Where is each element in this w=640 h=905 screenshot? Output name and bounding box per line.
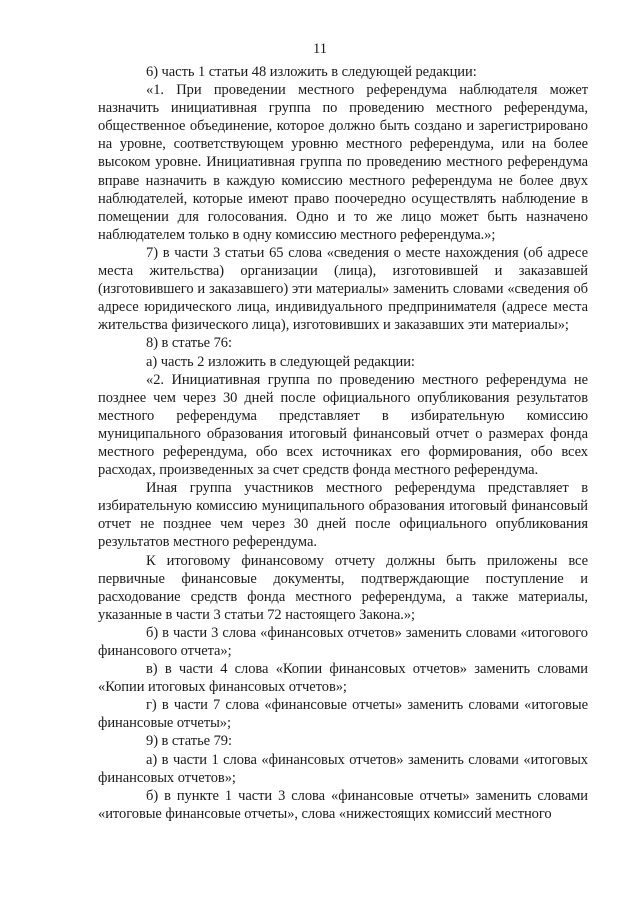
paragraph: г) в части 7 слова «финансовые отчеты» заменить словами «итоговые финансовые отчеты»;	[98, 697, 588, 732]
paragraph: «2. Инициативная группа по проведению местного референдума не позднее чем через 30 дней после официального опубликования результатов местного референдума представляет в избирательную комиссию муниципального образования итоговый финансовый отчет о размерах фонда местного референдума, обо всех источниках его формирования, обо всех расходах, произведенных за счет средств фонда местного референдума.	[98, 371, 588, 479]
body-text	[98, 63, 588, 823]
paragraph: Иная группа участников местного референдума представляет в избирательную комиссию муниципального образования итоговый финансовый отчет не позднее чем через 30 дней после официального опубликования результатов местного референдума.	[98, 480, 588, 551]
paragraph: 9) в статье 79:	[146, 733, 232, 750]
paragraph: К итоговому финансовому отчету должны быть приложены все первичные финансовые документы, подтверждающие поступление и расходование средств фонда местного референдума, а также материалы, указанные в части 3 статьи 72 настоящего Закона.»;	[98, 552, 588, 623]
paragraph: а) в части 1 слова «финансовых отчетов» заменить словами «итоговых финансовых отчетов»;	[98, 751, 588, 786]
paragraph: б) в части 3 слова «финансовых отчетов» заменить словами «итогового финансового отчета»;	[98, 624, 588, 659]
paragraph: а) часть 2 изложить в следующей редакции:	[146, 353, 415, 370]
paragraph: в) в части 4 слова «Копии финансовых отчетов» заменить словами «Копии итоговых финансовых отчетов»;	[98, 661, 588, 696]
paragraph: 7) в части 3 статьи 65 слова «сведения о месте нахождения (об адресе места жительства) организации (лица), изготовившей и заказавшей (изготовившего и заказавшего) эти материалы» заменить словами «сведения об адресе юридического лица, индивидуального предпринимателя (адресе места жительства физического лица), изготовивших и заказавших эти материалы»;	[98, 244, 588, 334]
page-number: 11	[313, 41, 327, 57]
paragraph: б) в пункте 1 части 3 слова «финансовые отчеты» заменить словами «итоговые финансовые отчеты», слова «нижестоящих комиссий местного	[98, 787, 588, 822]
paragraph: 6) часть 1 статьи 48 изложить в следующей редакции:	[146, 64, 477, 80]
paragraph: «1. При проведении местного референдума наблюдателя может назначить инициативная группа по проведению местного референдума, общественное объединение, которое должно быть создано и зарегистрировано на уровне, соответствующем уровню местного референдума, или на более высоком уровне. Инициативная группа по проведению местного референдума вправе назначить в каждую комиссию местного референдума не более двух наблюдателей, которые имеют право поочередно осуществлять наблюдение в помещении для голосования. Одно и то же лицо может быть назначено наблюдателем только в одну комиссию местного референдума.»;	[98, 82, 588, 243]
paragraph: 8) в статье 76:	[146, 335, 232, 352]
